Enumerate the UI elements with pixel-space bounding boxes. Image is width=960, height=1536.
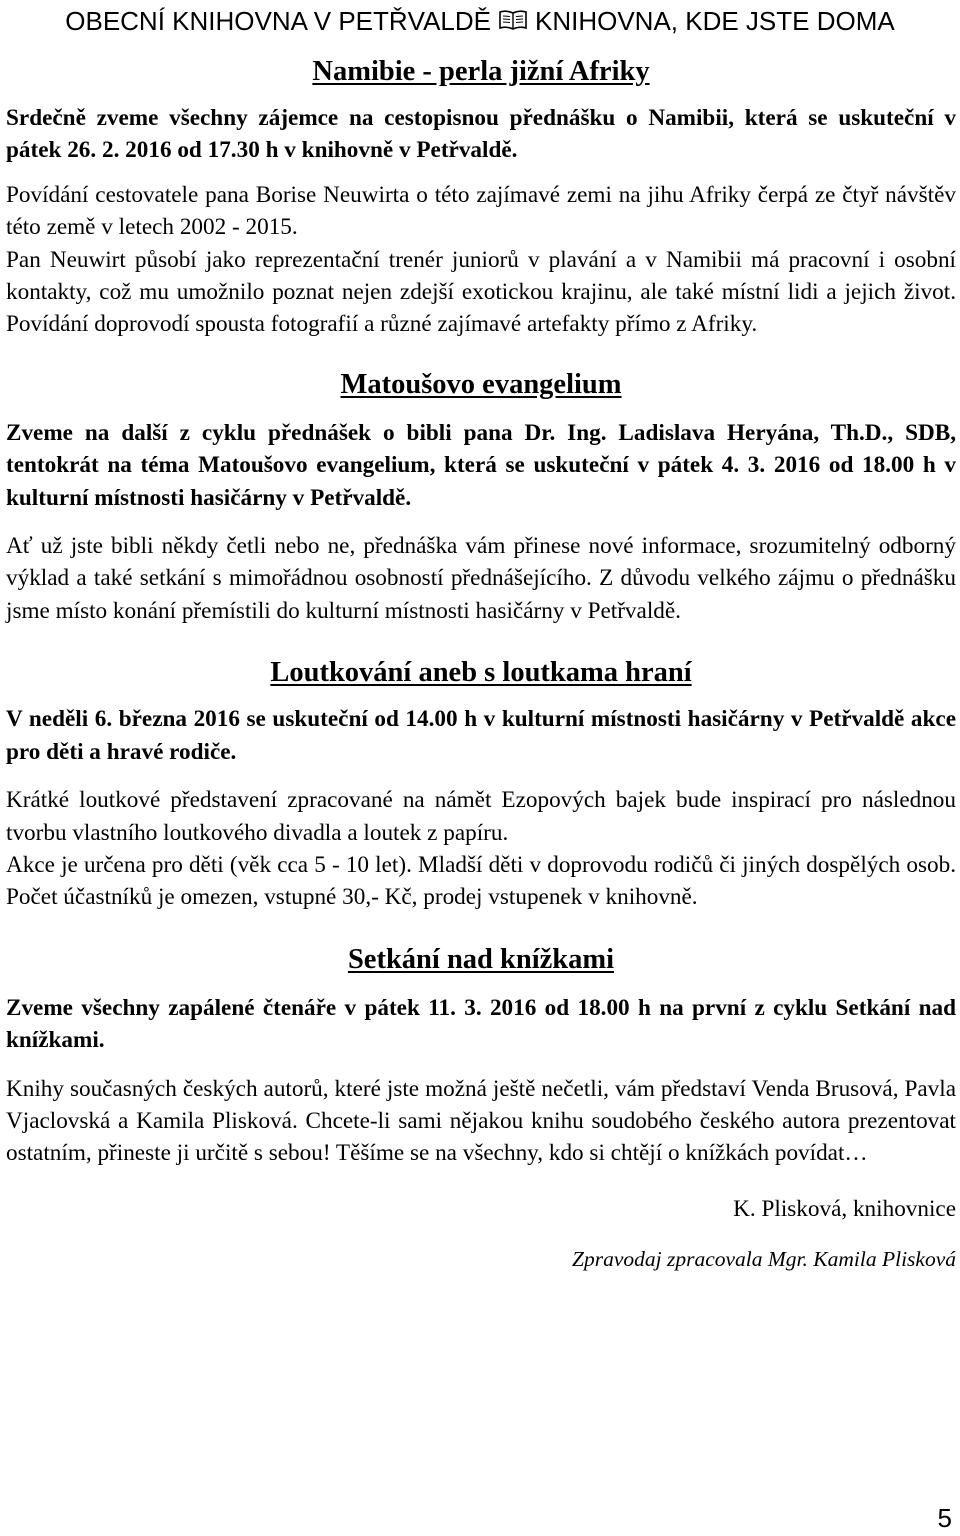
matthew-intro: Zveme na další z cyklu přednášek o bibli pana Dr. Ing. Ladislava Heryána, Th.D., SDB, tentokrát na téma Matoušovo evangelium, která se uskuteční v pátek 4. 3. 2016 od 18.00 h v kulturní místnosti hasičárny v Petřvaldě. bbox=[6, 419, 956, 511]
matthew-paragraph-1: Ať už jste bibli někdy četli nebo ne, přednáška vám přinese nové informace, srozumitelný odborný výklad a také setkání s mimořádnou osobností přednášejícího. Z důvodu velkého zájmu o přednášku jsme místo konání přemístili do kulturní místnosti hasičárny v Petřvaldě. bbox=[6, 533, 956, 624]
namibia-paragraph-2: Pan Neuwirt působí jako reprezentační trenér juniorů v plavání a v Namibii má pracovní i osobní kontakty, což mu umožnilo poznat nejen zdejší exotickou krajinu, ale také místní lidi a jejich život. Povídání doprovodí spousta fotografií a různé zajímavé artefakty přímo z Afriky. bbox=[6, 246, 956, 338]
newsletter-page bbox=[6, 56, 956, 1272]
namibia-intro: Srdečně zveme všechny zájemce na cestopisnou přednášku o Namibii, která se uskuteční v pátek 26. 2. 2016 od 17.30 h v knihovně v Petřvaldě. bbox=[6, 105, 956, 164]
running-header bbox=[4, 4, 956, 38]
section-title-books: Setkání nad knížkami bbox=[347, 943, 615, 975]
page-number: 5 bbox=[937, 1503, 952, 1533]
header-library-name: OBECNÍ KNIHOVNA V PETŘVALDĚ bbox=[65, 5, 491, 36]
books-intro: Zveme všechny zapálené čtenáře v pátek 11. 3. 2016 od 18.00 h na první z cyklu Setkání nad knížkami. bbox=[6, 994, 956, 1054]
namibia-paragraph-1: Povídání cestovatele pana Borise Neuwirta o této zajímavé zemi na jihu Afriky čerpá ze čtyř návštěv této země v letech 2002 - 2015. bbox=[6, 181, 956, 241]
open-book-icon bbox=[499, 7, 527, 38]
section-title-puppetry: Loutkování aneb s loutkama hraní bbox=[270, 657, 692, 689]
puppetry-paragraph-1: Krátké loutkové představení zpracované na námět Ezopových bajek bude inspirací pro následnou tvorbu vlastního loutkového divadla a loutek z papíru. bbox=[6, 787, 956, 846]
section-title-namibia: Namibie - perla jižní Afriky bbox=[312, 56, 650, 87]
puppetry-intro: V neděli 6. března 2016 se uskuteční od 14.00 h v kulturní místnosti hasičárny v Petřvaldě akce pro děti a hravé rodiče. bbox=[6, 706, 956, 765]
section-title-matthew: Matoušovo evangelium bbox=[340, 368, 622, 400]
editor-credit: Zpravodaj zpracovala Mgr. Kamila Plisková bbox=[572, 1246, 956, 1271]
signature: K. Plisková, knihovnice bbox=[733, 1195, 956, 1222]
puppetry-paragraph-2: Akce je určena pro děti (věk cca 5 - 10 let). Mladší děti v doprovodu rodičů či jiných dospělých osob. Počet účastníků je omezen, vstupné 30,- Kč, prodej vstupenek v knihovně. bbox=[6, 851, 956, 911]
books-paragraph-1: Knihy současných českých autorů, které jste možná ještě nečetli, vám představí Venda Brusová, Pavla Vjaclovská a Kamila Plisková. Chcete-li sami nějakou knihu soudobého českého autora prezentovat ostatním, přineste ji určitě s sebou! Těšíme se na všechny, kdo si chtějí o knížkách povídat… bbox=[6, 1075, 956, 1167]
header-slogan: KNIHOVNA, KDE JSTE DOMA bbox=[535, 5, 895, 36]
